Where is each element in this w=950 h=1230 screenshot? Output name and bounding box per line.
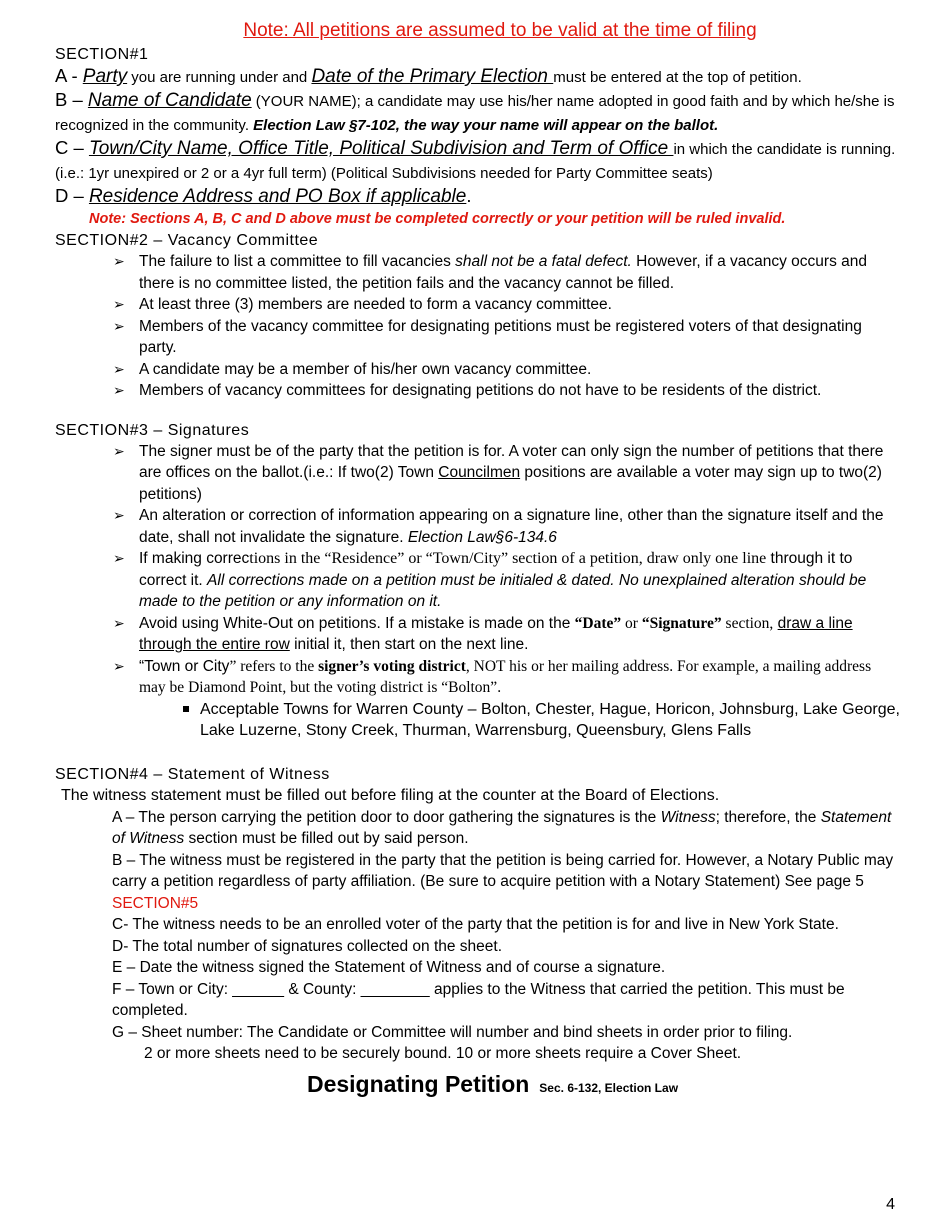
- document-title: [85, 1071, 900, 1098]
- witness-item-c: C- The witness needs to be an enrolled voter of the party that the petition is for and live in New York State.: [112, 916, 839, 933]
- witness-item-g: G – Sheet number: The Candidate or Committee will number and bind sheets in order prior to filing.: [112, 1023, 793, 1041]
- section4-heading: SECTION#4 – Statement of Witness: [55, 765, 330, 783]
- section4-intro: The witness statement must be filled out before filing at the counter at the Board of Elections.: [61, 786, 720, 804]
- document-page: [55, 18, 900, 1098]
- witness-item-f: F – Town or City: ______ & County: ________ applies to the Witness that carried the petition. This must be completed.: [112, 980, 845, 1019]
- witness-item-g-cont: 2 or more sheets need to be securely bound. 10 or more sheets require a Cover Sheet.: [144, 1045, 742, 1062]
- witness-item-e: E – Date the witness signed the Statement of Witness and of course a signature.: [112, 959, 666, 976]
- list-item: ➢ At least three (3) members are needed to form a vacancy committee.: [113, 294, 900, 316]
- list-item: ➢ Members of vacancy committees for designating petitions do not have to be residents of the district.: [113, 380, 900, 402]
- section1-item-a: A - Party you are running under and Date of the Primary Election must be entered at the top of petition.: [55, 65, 802, 87]
- section1-item-b: B – Name of Candidate (YOUR NAME); a candidate may use his/her name adopted in good faith and by which he/she is recognized in the community. Election Law §7-102, the way your name will appear on the ballot.: [55, 89, 895, 134]
- list-item: ➢ Members of the vacancy committee for designating petitions must be registered voters of that designating party.: [113, 316, 900, 359]
- list-item: ➢ If making corrections in the “Residence” or “Town/City” section of a petition, draw only one line through it to correct it. All corrections made on a petition must be initialed & dated. No unexplained alteration should be made to the petition or any information on it.: [113, 548, 900, 613]
- witness-item-b: B – The witness must be registered in the party that the petition is being carried for. However, a Notary Public may carry a petition regardless of party affiliation. (Be sure to acquire petition with a Notary Statement) See page 5 SECTION#5: [112, 851, 894, 912]
- witness-item-d: D- The total number of signatures collected on the sheet.: [112, 937, 503, 955]
- witness-item-a: A – The person carrying the petition door to door gathering the signatures is the Witness; therefore, the Statement of Witness section must be filled out by said person.: [112, 808, 892, 847]
- section1-heading: SECTION#1: [55, 46, 149, 63]
- list-item: ➢ The signer must be of the party that the petition is for. A voter can only sign the number of petitions that there are offices on the ballot.(i.e.: If two(2) Town Councilmen positions are available a voter may sign up to two(2) petitions): [113, 441, 900, 506]
- party-label: Party: [82, 66, 128, 87]
- witness-items: [55, 807, 900, 1065]
- primary-date-label: Date of the Primary Election: [311, 66, 554, 87]
- candidate-name-label: Name of Candidate: [87, 90, 252, 111]
- list-item: ➢ The failure to list a committee to fill vacancies shall not be a fatal defect. However, if a vacancy occurs and there is no committee listed, the petition fails and the vacancy cannot be filled.: [113, 251, 900, 294]
- section1-item-d: D – Residence Address and PO Box if applicable.: [55, 185, 472, 207]
- page-title: Designating Petition: [306, 1070, 530, 1097]
- page-subtitle: Sec. 6-132, Election Law: [539, 1080, 679, 1095]
- acceptable-towns: Acceptable Towns for Warren County – Bolton, Chester, Hague, Horicon, Johnsburg, Lake George, Lake Luzerne, Stony Creek, Thurman, Warrensburg, Queensbury, Glens Falls: [55, 699, 900, 742]
- list-item: ➢ An alteration or correction of information appearing on a signature line, other than the signature itself and the date, shall not invalidate the signature. Election Law§6-134.6: [113, 505, 900, 548]
- validity-note: Note: All petitions are assumed to be valid at the time of filing: [243, 20, 757, 41]
- election-law-ref: Election Law §7-102, the way your name will appear on the ballot.: [253, 117, 719, 134]
- section1-warning: Note: Sections A, B, C and D above must be completed correctly or your petition will be ruled invalid.: [89, 211, 786, 227]
- section5-ref: SECTION#5: [112, 894, 199, 912]
- section3-list: [55, 441, 900, 699]
- list-item: ➢ Avoid using White-Out on petitions. If a mistake is made on the “Date” or “Signature” section, draw a line through the entire row initial it, then start on the next line.: [113, 613, 900, 656]
- list-item: ➢ “Town or City” refers to the signer’s voting district, NOT his or her mailing address. For example, a mailing address may be Diamond Point, but the voting district is “Bolton”.: [113, 656, 900, 699]
- section2-heading: SECTION#2 – Vacancy Committee: [55, 232, 319, 249]
- square-bullet-icon: [183, 706, 189, 712]
- section1-item-c: C – Town/City Name, Office Title, Political Subdivision and Term of Office in which the candidate is running. (i.e.: 1yr unexpired or 2 or a 4yr full term) (Political Subdivisions needed for Party Committee seats): [55, 137, 896, 182]
- residence-label: Residence Address and PO Box if applicable: [88, 186, 467, 207]
- section2-list: [55, 251, 900, 402]
- page-number: 4: [886, 1196, 895, 1213]
- office-label: Town/City Name, Office Title, Political Subdivision and Term of Office: [88, 138, 674, 159]
- section3-heading: SECTION#3 – Signatures: [55, 421, 250, 439]
- list-item: ➢ A candidate may be a member of his/her own vacancy committee.: [113, 359, 900, 381]
